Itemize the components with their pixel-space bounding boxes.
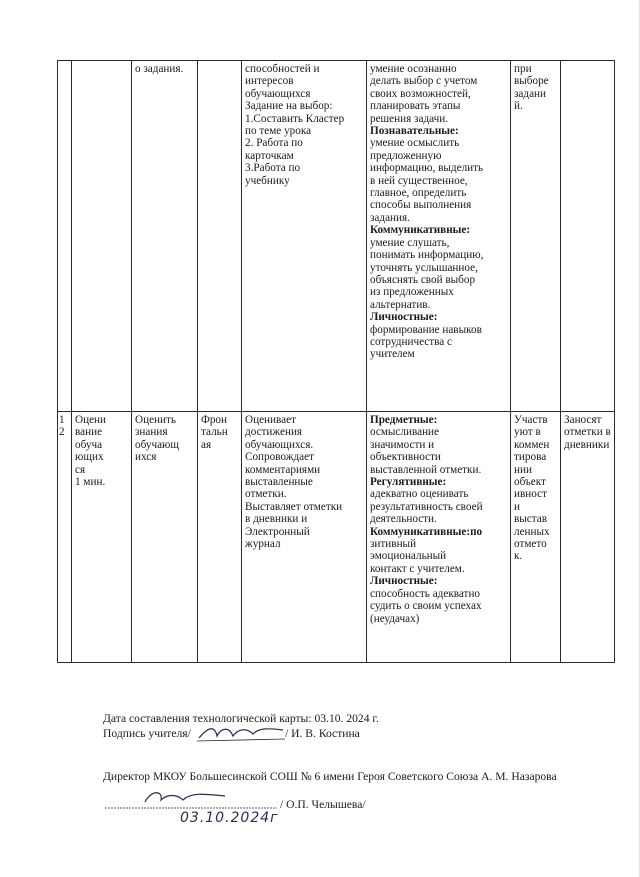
director-name: / О.П. Челышева/	[280, 798, 366, 811]
table-cell	[58, 412, 72, 663]
cell-text-line: умение осознанно	[370, 63, 457, 75]
cell-text-line: Задание на выбор:	[245, 100, 333, 113]
cell-text-line: ленных	[514, 525, 550, 538]
cell-text-line: Коммуникативные:по	[370, 525, 483, 538]
cell-text-line: выставленной отметки.	[370, 463, 482, 476]
director-signature	[105, 786, 280, 812]
table-cell	[242, 412, 367, 663]
cell-text-line: обуча	[75, 438, 103, 451]
cell-text-line: результативность своей	[370, 500, 483, 513]
cell-text-line: 1 мин.	[75, 476, 106, 489]
cell-text-line: Оценивает	[245, 414, 296, 426]
cell-text-line: Выставляет отметки	[245, 500, 343, 513]
cell-text-line: о задания.	[135, 63, 184, 75]
table-cell	[72, 412, 132, 663]
cell-text-line: способностей и	[245, 63, 320, 75]
cell-text-line: 1	[59, 414, 65, 426]
cell-text-line: по теме урока	[245, 125, 312, 138]
cell-text-line: ся	[75, 463, 86, 476]
cell-text-line: Оценить	[135, 414, 176, 426]
cell-text-line: дневники	[564, 438, 610, 451]
cell-text-line: отмето	[514, 538, 547, 551]
table-cell	[132, 61, 198, 412]
cell-text-line: альтернатив.	[370, 298, 431, 311]
cell-text-line: в дневники и	[245, 513, 308, 526]
cell-text-line: Заносят	[564, 414, 602, 426]
cell-text-line: главное, определить	[370, 187, 467, 200]
cell-text-line: способность адекватно	[370, 587, 481, 600]
cell-text-line: Сопровождает	[245, 451, 314, 464]
cell-text-line: вание	[75, 426, 103, 439]
cell-text-line: эмоциональный	[370, 550, 447, 563]
cell-text-line: своих возможностей,	[370, 87, 471, 100]
table-cell	[198, 61, 242, 412]
cell-text-line: умение осмыслить	[370, 137, 460, 150]
table-cell	[198, 412, 242, 663]
table-row	[58, 412, 615, 663]
cell-text-line: й.	[514, 100, 523, 113]
cell-text-line: тирова	[514, 451, 547, 464]
cell-text-line: из предложенных	[370, 286, 454, 299]
cell-text-line: контакт с учителем.	[370, 562, 465, 575]
cell-text-line: в ней существенное,	[370, 174, 468, 187]
cell-text-line: Электронный	[245, 525, 310, 538]
table-cell	[367, 61, 511, 412]
cell-text-line: ихся	[135, 451, 157, 464]
table-cell	[511, 61, 561, 412]
cell-text-line: осмысливание	[370, 426, 440, 439]
cell-text-line: 1.Составить Кластер	[245, 112, 345, 125]
cell-text-line: сотрудничества с	[370, 335, 453, 348]
cell-text-line: ивност	[514, 488, 547, 501]
cell-text-line: ющих	[75, 451, 104, 464]
cell-text-line: к.	[514, 550, 523, 563]
cell-text-line: делать выбор с учетом	[370, 75, 478, 88]
cell-text-line: Регулятивные:	[370, 476, 447, 489]
cell-text-line: ая	[201, 438, 212, 451]
cell-text-line: интересов	[245, 75, 294, 88]
cell-text-line: Познавательные:	[370, 125, 459, 138]
cell-text-line: обучающихся.	[245, 438, 314, 451]
teacher-signature-label: Подпись учителя/	[103, 727, 191, 740]
table-cell	[511, 412, 561, 663]
cell-text-line: учебнику	[245, 174, 290, 187]
cell-text-line: значимости и	[370, 438, 435, 451]
cell-text-line: задани	[514, 87, 547, 100]
table-cell	[367, 412, 511, 663]
lesson-plan-table	[57, 60, 615, 663]
cell-text-line: умение слушать,	[370, 236, 450, 249]
cell-text-line: знания	[135, 426, 168, 439]
cell-text-line: (неудачах)	[370, 612, 420, 625]
table-row	[58, 61, 615, 412]
cell-text-line: выставленные	[245, 476, 313, 489]
cell-text-line: выстав	[514, 513, 548, 526]
table-cell	[561, 412, 615, 663]
cell-text-line: отметки в	[564, 426, 611, 439]
cell-text-line: судить о своим успехах	[370, 600, 482, 613]
cell-text-line: адекватно оценивать	[370, 488, 469, 501]
cell-text-line: коммен	[514, 438, 550, 451]
handwritten-date: 03.10.2024г	[180, 810, 279, 826]
cell-text-line: информацию, выделить	[370, 162, 484, 175]
cell-text-line: зитивный	[370, 538, 417, 551]
teacher-signature	[195, 722, 287, 744]
cell-text-line: Личностные:	[370, 311, 438, 324]
cell-text-line: объяснять свой выбор	[370, 273, 476, 286]
cell-text-line: решения задачи.	[370, 112, 449, 125]
cell-text-line: понимать информацию,	[370, 249, 484, 262]
cell-text-line: уют в	[514, 426, 541, 439]
teacher-name: / И. В. Костина	[285, 727, 360, 740]
cell-text-line: деятельности.	[370, 513, 437, 526]
cell-text-line: объективности	[370, 451, 441, 464]
cell-text-line: планировать этапы	[370, 100, 461, 113]
cell-text-line: формирование навыков	[370, 323, 482, 336]
cell-text-line: при	[514, 63, 532, 75]
cell-text-line: способы выполнения	[370, 199, 472, 212]
cell-text-line: и	[514, 500, 520, 513]
cell-text-line: 2	[59, 426, 65, 439]
cell-text-line: уточнять услышанное,	[370, 261, 478, 274]
cell-text-line: Предметные:	[370, 414, 438, 426]
cell-text-line: журнал	[245, 538, 281, 551]
cell-text-line: выборе	[514, 75, 549, 88]
cell-text-line: достижения	[245, 426, 303, 439]
table-cell	[72, 61, 132, 412]
table-cell	[132, 412, 198, 663]
cell-text-line: Участв	[514, 414, 548, 426]
cell-text-line: комментариями	[245, 463, 321, 476]
cell-text-line: Личностные:	[370, 575, 438, 588]
cell-text-line: карточкам	[245, 149, 294, 162]
cell-text-line: Фрон	[201, 414, 228, 426]
cell-text-line: отметки.	[245, 488, 287, 501]
cell-text-line: обучающ	[135, 438, 180, 451]
cell-text-line: обучающихся	[245, 87, 311, 100]
table-cell	[58, 61, 72, 412]
cell-text-line: Оцени	[75, 414, 107, 426]
table-cell	[561, 61, 615, 412]
cell-text-line: задания.	[370, 211, 410, 224]
director-line: Директор МКОУ Большесинской СОШ № 6 имени Героя Советского Союза А. М. Назарова	[103, 770, 557, 783]
cell-text-line: нии	[514, 463, 532, 476]
date-line: Дата составления технологической карты: 03.10. 2024 г.	[103, 712, 379, 725]
table-cell	[242, 61, 367, 412]
cell-text-line: предложенную	[370, 149, 442, 162]
cell-text-line: Коммуникативные:	[370, 224, 471, 237]
cell-text-line: учителем	[370, 348, 415, 361]
cell-text-line: тальн	[201, 426, 228, 439]
cell-text-line: 2. Работа по	[245, 137, 303, 150]
cell-text-line: 3.Работа по	[245, 162, 301, 175]
cell-text-line: объект	[514, 476, 546, 489]
